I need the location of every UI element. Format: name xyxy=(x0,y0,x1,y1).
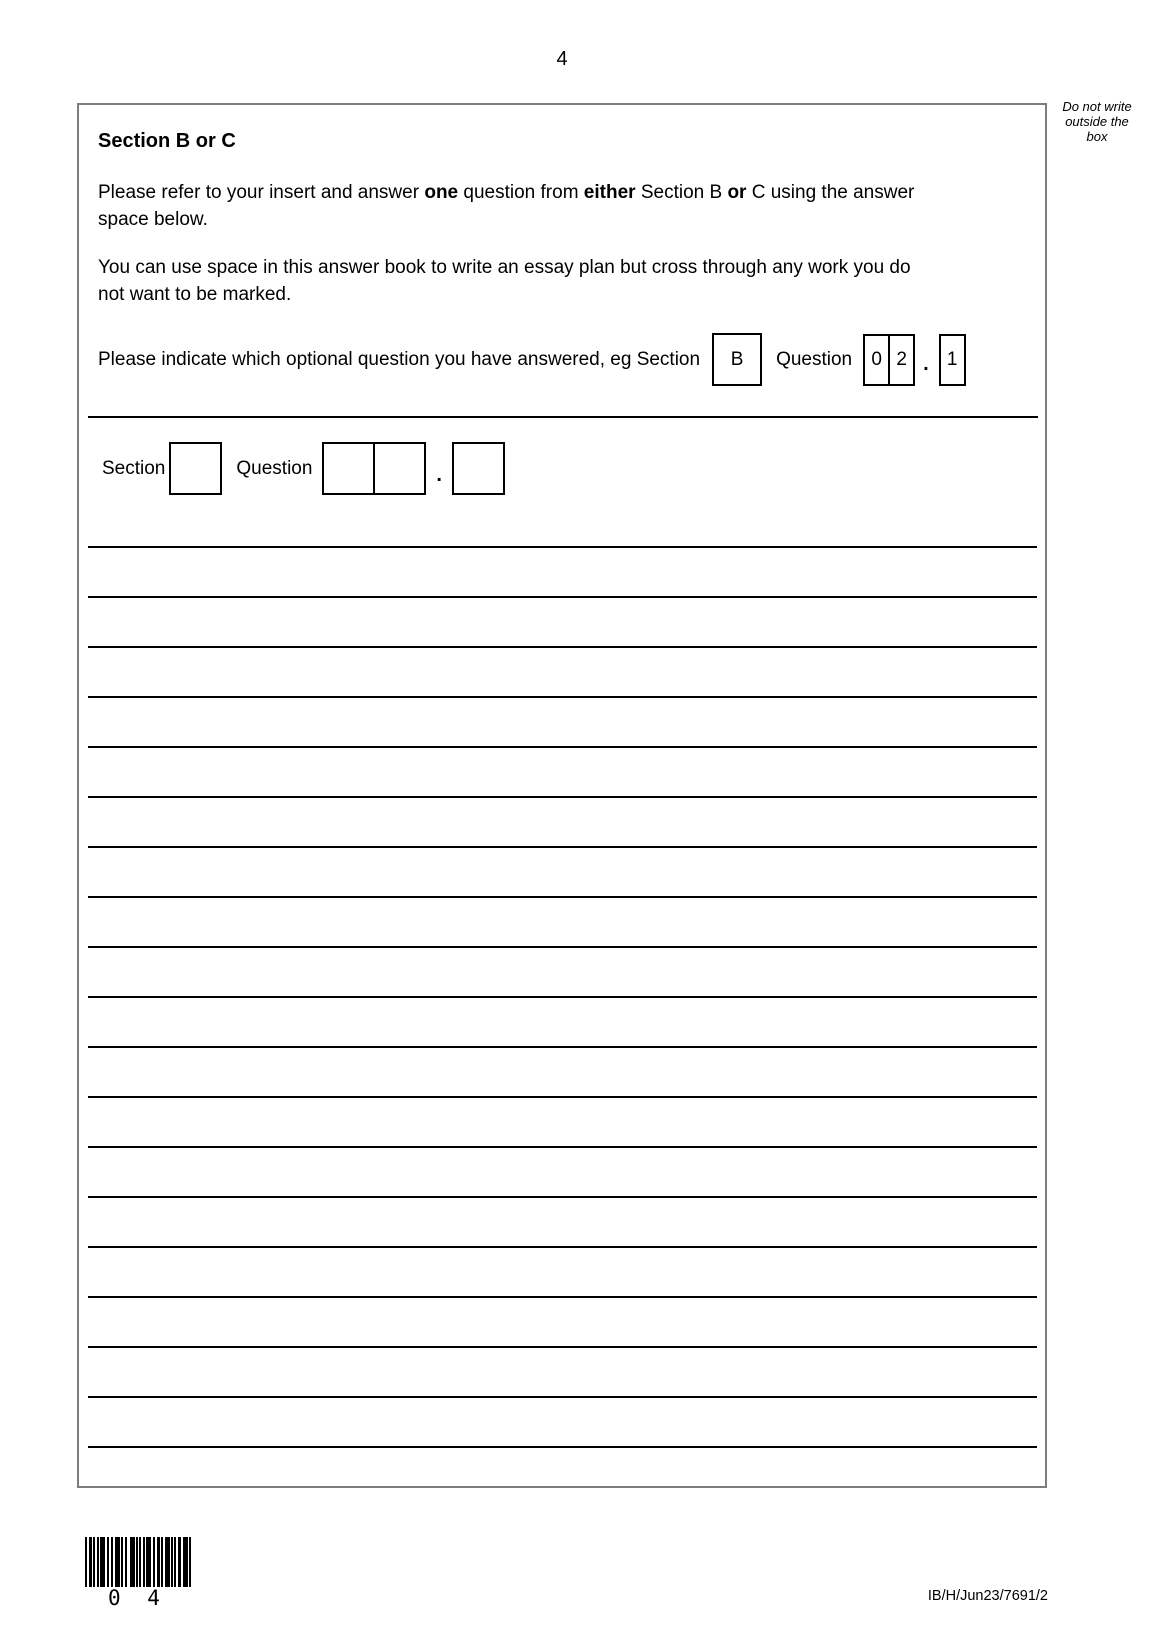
barcode-digits: 0 4 xyxy=(108,1586,167,1610)
do-not-write-line-2: outside the xyxy=(1065,114,1129,129)
answer-entry-row xyxy=(102,442,505,495)
section-input-box[interactable] xyxy=(169,442,222,495)
answer-line[interactable] xyxy=(88,1346,1037,1348)
entry-separator-dot: . xyxy=(436,464,442,486)
answer-line[interactable] xyxy=(88,1146,1037,1148)
example-question-digit-1: 0 xyxy=(863,334,890,386)
example-question-digit-2: 2 xyxy=(888,334,915,386)
instruction-refer-insert: Please refer to your insert and answer one question from either Section B or C using the answer space below. xyxy=(98,182,915,230)
answer-line[interactable] xyxy=(88,846,1037,848)
do-not-write-line-3: box xyxy=(1086,129,1108,144)
entry-question-label: Question xyxy=(236,457,313,479)
answer-line[interactable] xyxy=(88,896,1037,898)
answer-line[interactable] xyxy=(88,946,1037,948)
answer-line[interactable] xyxy=(88,1246,1037,1248)
answer-line[interactable] xyxy=(88,796,1037,798)
instruction-essay-plan: You can use space in this answer book to write an essay plan but cross through any work you do not want to be marked. xyxy=(98,257,911,305)
answer-line[interactable] xyxy=(88,696,1037,698)
do-not-write-line-1: Do not write xyxy=(1062,99,1132,114)
answer-line[interactable] xyxy=(88,596,1037,598)
barcode xyxy=(85,1537,191,1609)
page-number: 4 xyxy=(556,48,568,70)
answer-line[interactable] xyxy=(88,1296,1037,1298)
question-number-input-boxes[interactable] xyxy=(322,442,426,495)
answer-line[interactable] xyxy=(88,746,1037,748)
example-question-part-box: 1 xyxy=(939,334,966,386)
question-digit-input-2[interactable] xyxy=(373,442,426,495)
example-section-box: B xyxy=(712,333,762,386)
answer-box xyxy=(77,103,1047,1488)
answer-line[interactable] xyxy=(88,646,1037,648)
example-separator-dot: . xyxy=(923,353,929,375)
indicate-question-label: Question xyxy=(776,348,853,370)
answer-line[interactable] xyxy=(88,1096,1037,1098)
example-question-number-boxes xyxy=(863,334,915,386)
answer-line[interactable] xyxy=(88,1396,1037,1398)
entry-section-label: Section xyxy=(102,457,166,479)
indicate-example-row xyxy=(98,333,966,386)
paper-reference: IB/H/Jun23/7691/2 xyxy=(927,1588,1048,1604)
section-heading: Section B or C xyxy=(98,130,236,152)
answer-line[interactable] xyxy=(88,546,1037,548)
divider-rule xyxy=(88,416,1038,418)
question-digit-input-1[interactable] xyxy=(322,442,375,495)
barcode-bars-icon xyxy=(85,1537,191,1587)
do-not-write-note xyxy=(1050,99,1144,144)
answer-line[interactable] xyxy=(88,996,1037,998)
answer-line[interactable] xyxy=(88,1196,1037,1198)
answer-line[interactable] xyxy=(88,1446,1037,1448)
question-part-input-box[interactable] xyxy=(452,442,505,495)
answer-lines[interactable] xyxy=(88,546,1037,1451)
answer-line[interactable] xyxy=(88,1046,1037,1048)
indicate-label: Please indicate which optional question you have answered, eg Section xyxy=(98,348,701,370)
